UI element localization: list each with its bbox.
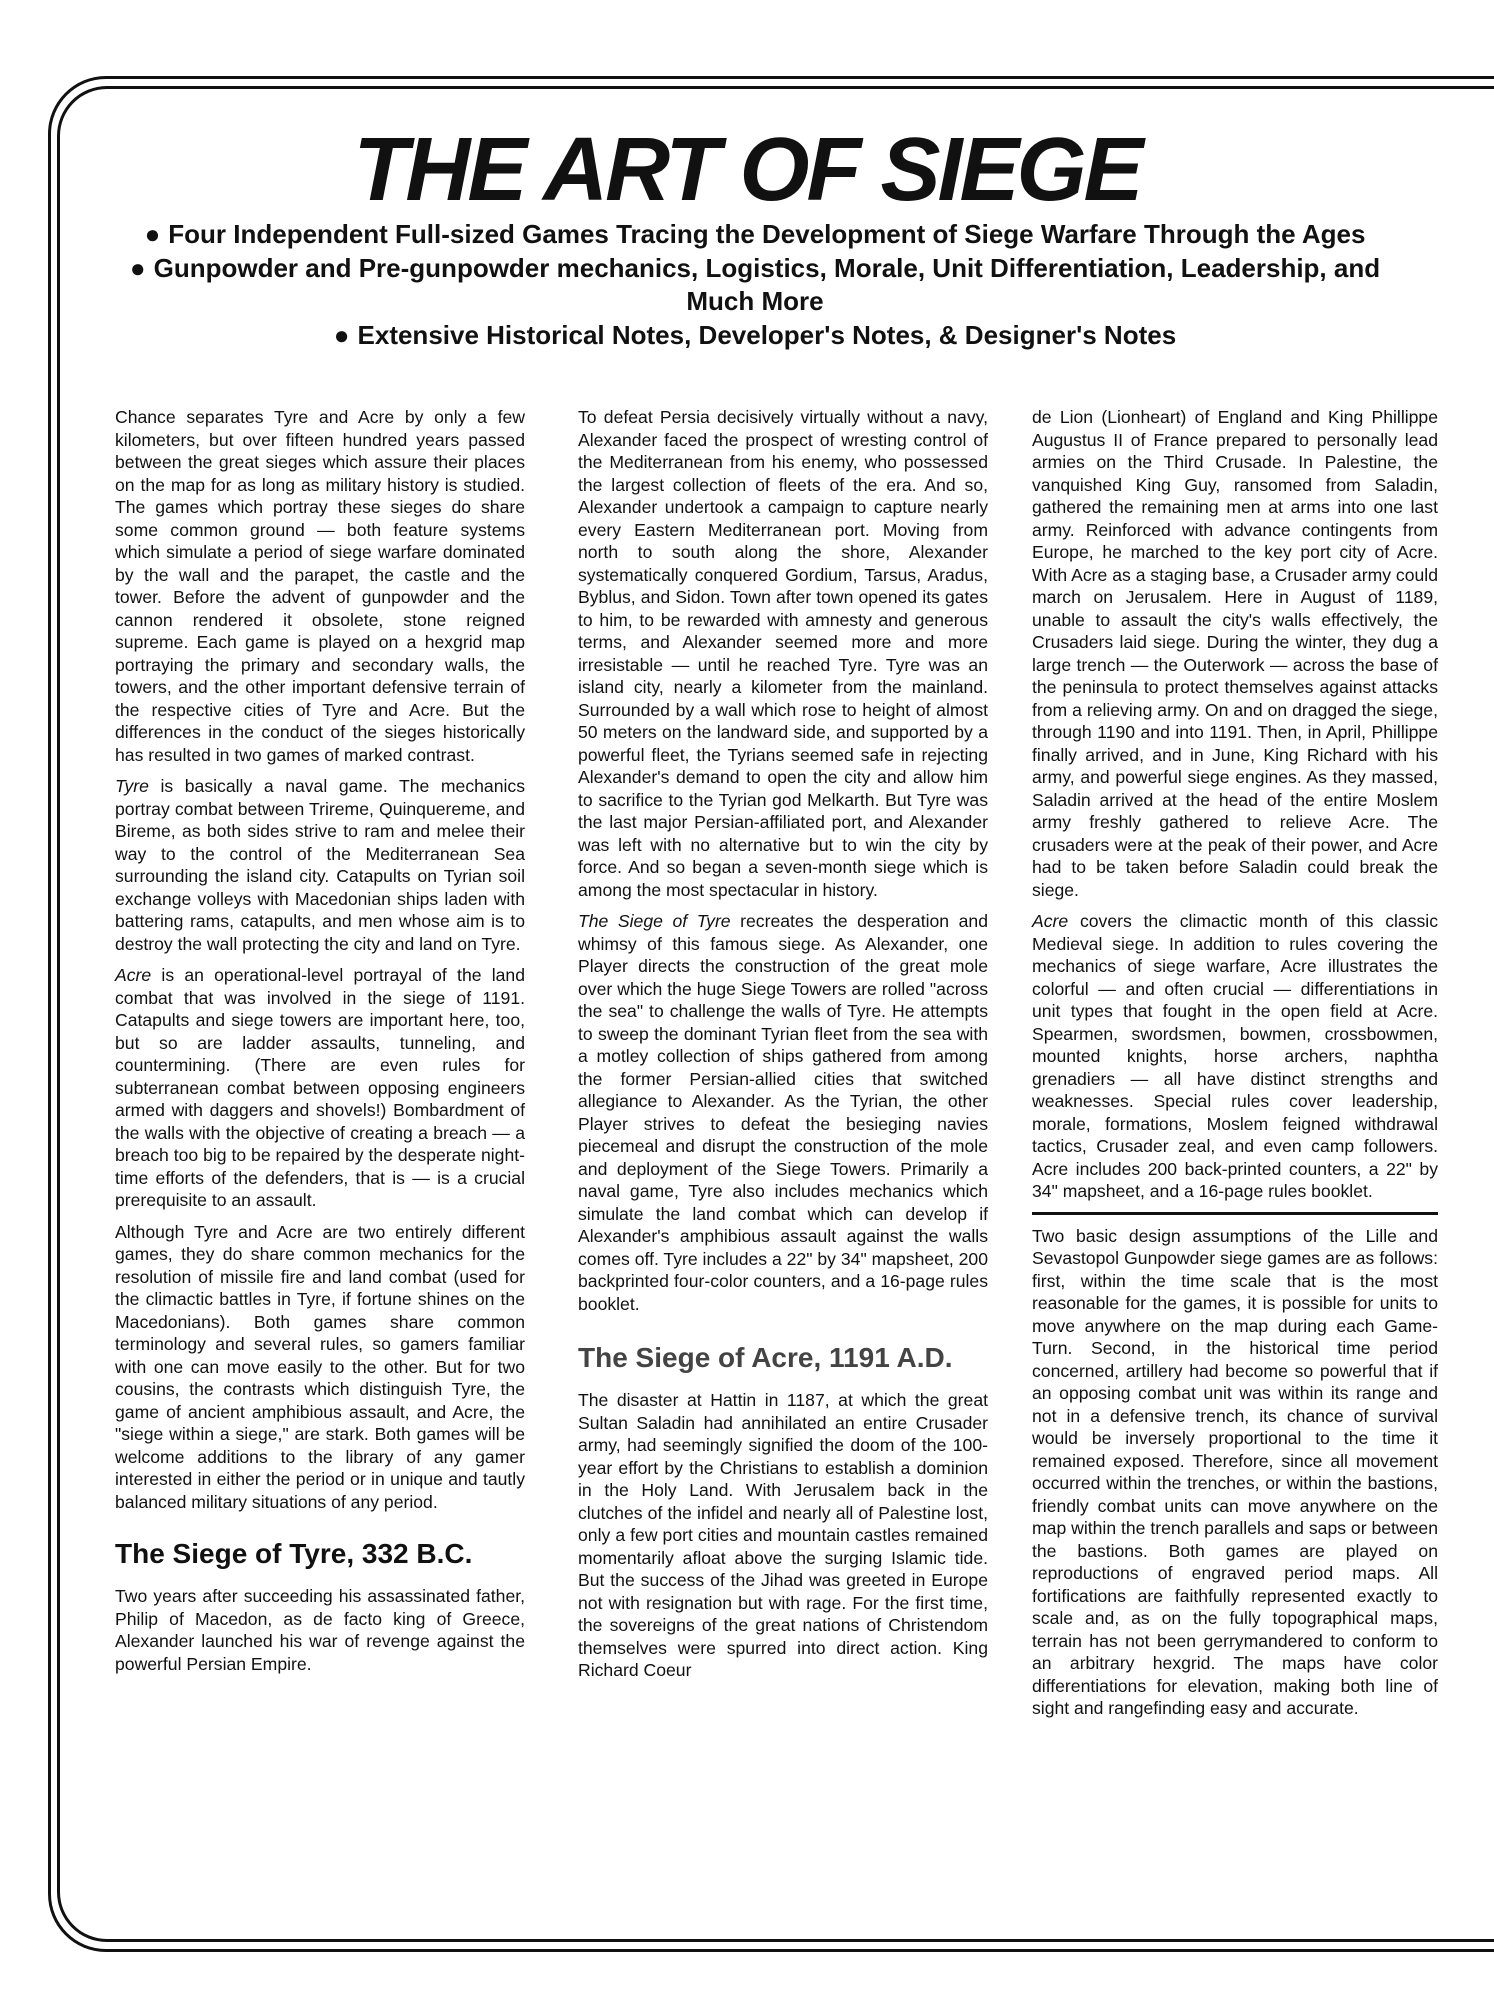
feature-bullet	[120, 218, 1390, 251]
page-title: THE ART OF SIEGE	[353, 120, 1141, 220]
column-2	[578, 406, 988, 1691]
paragraph: The disaster at Hattin in 1187, at which the great Sultan Saladin had annihilated an entire Crusader army, had seemingly signified the doom of the 100-year effort by the Christians to establish a dominion in the Holy Land. With Jerusalem back in the clutches of the infidel and nearly all of Palestine lost, only a few port cities and mountain castles remained momentarily afloat above the surging Islamic tide. But the success of the Jihad was greeted in Europe not with resignation but with rage. For the first time, the sovereigns of the great nations of Christendom themselves were spurred into direct action. King Richard Coeur	[578, 1390, 988, 1680]
bullet-icon: ●	[129, 253, 146, 283]
bullet-icon: ●	[144, 219, 161, 249]
paragraph: de Lion (Lionheart) of England and King Phillippe Augustus II of France prepared to personally lead armies on the Third Crusade. In Palestine, the vanquished King Guy, ransomed from Saladin, gathered the remaining men at arms into one last army. Reinforced with advance contingents from Europe, he marched to the key port city of Acre. With Acre as a staging base, a Crusader army could march on Jerusalem. Here in August of 1189, unable to assault the city's walls effectively, the Crusaders laid siege. During the winter, they dug a large trench — the Outerwork — across the base of the peninsula to protect themselves against attacks from a relieving army. On and on dragged the siege, through 1190 and into 1191. Then, in April, Phillippe finally arrived, and in June, King Richard with his army, and powerful siege engines. As they massed, Saladin arrived at the head of the entire Moslem army freshly gathered to relieve Acre. The crusaders were at the peak of their power, and Acre had to be taken before Saladin could break the siege.	[1032, 407, 1438, 900]
paragraph-text: covers the climactic month of this classic Medieval siege. In addition to rules covering the mechanics of siege warfare, Acre illustrates the colorful — and often crucial — differentiations in unit types that fought in the open field at Acre. Spearmen, swordsmen, bowmen, crossbowmen, mounted knights, horse archers, naphtha grenadiers — all have distinct strengths and weaknesses. Special rules cover leadership, morale, formations, Moslem feigned withdrawal tactics, Crusader zeal, and even camp followers. Acre includes 200 back-printed counters, a 22" by 34" mapsheet, and a 16-page rules booklet.	[1032, 911, 1438, 1201]
paragraph	[578, 910, 988, 1315]
column-3	[1032, 406, 1438, 1729]
paragraph: Two basic design assumptions of the Lille and Sevastopol Gunpowder siege games are as follows: first, within the time scale that is the most reasonable for the games, it is possible for units to move anywhere on the map during each Game-Turn. Second, in the historical time period concerned, artillery had become so powerful that if an opposing combat unit was within its range and not in a defensive trench, its chance of survival would be inversely proportional to the time it remained exposed. Therefore, since all movement occurred within the trenches, or within the bastions, friendly combat units can move anywhere on the map within the trench parallels and saps or between the bastions. Both games are played on reproductions of engraved period maps. All fortifications are faithfully represented exactly to scale and, as on the fully topographical maps, terrain has not been gerrymandered to conform to an arbitrary hexgrid. The maps have color differentiations for elevation, making both line of sight and rangefinding easy and accurate.	[1032, 1225, 1438, 1718]
feature-bullet-text: Four Independent Full-sized Games Tracing the Development of Siege Warfare Through the Ages	[168, 219, 1366, 249]
game-title: The Siege of Tyre	[578, 911, 731, 931]
feature-bullet	[120, 252, 1390, 318]
feature-bullet-text: Extensive Historical Notes, Developer's Notes, & Designer's Notes	[357, 320, 1177, 350]
game-title: Acre	[1032, 911, 1069, 931]
section-heading-acre: The Siege of Acre, 1191 A.D.	[578, 1342, 953, 1373]
paragraph	[115, 775, 525, 955]
bullet-icon: ●	[333, 320, 350, 350]
paragraph	[1032, 910, 1438, 1203]
game-title: Acre	[115, 965, 152, 985]
feature-bullet	[120, 319, 1390, 352]
paragraph-text: is an operational-level portrayal of the land combat that was involved in the siege of 1191. Catapults and siege towers are important here, too, but so are ladder assaults, tunneling, and countermining. (There are even rules for subterranean combat between opposing engineers armed with daggers and shovels!) Bombardment of the walls with the objective of creating a breach — a breach too big to be repaired by the desperate night-time efforts of the defenders, that is — is a crucial prerequisite to an assault.	[115, 965, 525, 1210]
feature-bullets	[120, 218, 1390, 353]
feature-bullet-text: Gunpowder and Pre-gunpowder mechanics, Logistics, Morale, Unit Differentiation, Leadership, and Much More	[153, 253, 1381, 316]
paragraph-text: is basically a naval game. The mechanics portray combat between Trireme, Quinquereme, and Bireme, as both sides strive to ram and melee their way to the control of the Mediterranean Sea surrounding the island city. Catapults on Tyrian soil exchange volleys with Macedonian ships laden with battering rams, catapults, and men whose aim is to destroy the wall protecting the city and land on Tyre.	[115, 776, 525, 954]
section-divider	[1032, 1212, 1438, 1215]
paragraph: Although Tyre and Acre are two entirely different games, they do share common mechanics for the resolution of missile fire and land combat (used for the climactic battles in Tyre, if fortune shines on the Macedonians). Both games share common terminology and several rules, so gamers familiar with one can move easily to the other. But for two cousins, the contrasts which distinguish Tyre, the game of ancient amphibious assault, and Acre, the "siege within a siege," are stark. Both games will be welcome additions to the library of any gamer interested in either the period or in unique and tautly balanced military situations of any period.	[115, 1221, 525, 1512]
paragraph: To defeat Persia decisively virtually without a navy, Alexander faced the prospect of wresting control of the Mediterranean from his enemy, who possessed the largest collection of fleets of the era. And so, Alexander undertook a campaign to capture nearly every Eastern Mediterranean port. Moving from north to south along the shore, Alexander systematically conquered Gordium, Tarsus, Aradus, Byblus, and Sidon. Town after town opened its gates to him, to be rewarded with amnesty and generous terms, and Alexander seemed more and more irresistable — until he reached Tyre. Tyre was an island city, nearly a kilometer from the mainland. Surrounded by a wall which rose to height of almost 50 meters on the landward side, and supported by a powerful fleet, the Tyrians seemed safe in rejecting Alexander's demand to open the city and allow him to sacrifice to the Tyrian god Melkarth. But Tyre was the last major Persian-affiliated port, and Alexander was left with no alternative but to win the city by force. And so began a seven-month siege which is among the most spectacular in history.	[578, 407, 988, 900]
section-heading-tyre: The Siege of Tyre, 332 B.C.	[115, 1538, 473, 1569]
game-title: Tyre	[115, 776, 149, 796]
paragraph: Two years after succeeding his assassinated father, Philip of Macedon, as de facto king of Greece, Alexander launched his war of revenge against the powerful Persian Empire.	[115, 1586, 525, 1674]
column-1	[115, 406, 525, 1684]
paragraph	[115, 964, 525, 1212]
paragraph-text: recreates the desperation and whimsy of this famous siege. As Alexander, one Player directs the construction of the great mole over which the huge Siege Towers are rolled "across the sea" to challenge the walls of Tyre. He attempts to sweep the dominant Tyrian fleet from the sea with a motley collection of ships gathered from among the former Persian-allied cities that switched allegiance to Alexander. As the Tyrian, the other Player strives to defeat the besieging navies piecemeal and disrupt the construction of the mole and deployment of the Siege Towers. Primarily a naval game, Tyre also includes mechanics which simulate the land combat which can develop if Alexander's amphibious assault against the walls comes off. Tyre includes a 22" by 34" mapsheet, 200 backprinted four-color counters, and a 16-page rules booklet.	[578, 911, 988, 1314]
paragraph: Chance separates Tyre and Acre by only a few kilometers, but over fifteen hundred years passed between the great sieges which assure their places on the map for as long as military history is studied. The games which portray these sieges do share some common ground — both feature systems which simulate a period of siege warfare dominated by the wall and the parapet, the castle and the tower. Before the advent of gunpowder and the cannon rendered it obsolete, stone reigned supreme. Each game is played on a hexgrid map portraying the primary and secondary walls, the towers, and the other important defensive terrain of the respective cities of Tyre and Acre. But the differences in the conduct of the sieges historically has resulted in two games of marked contrast.	[115, 407, 525, 765]
